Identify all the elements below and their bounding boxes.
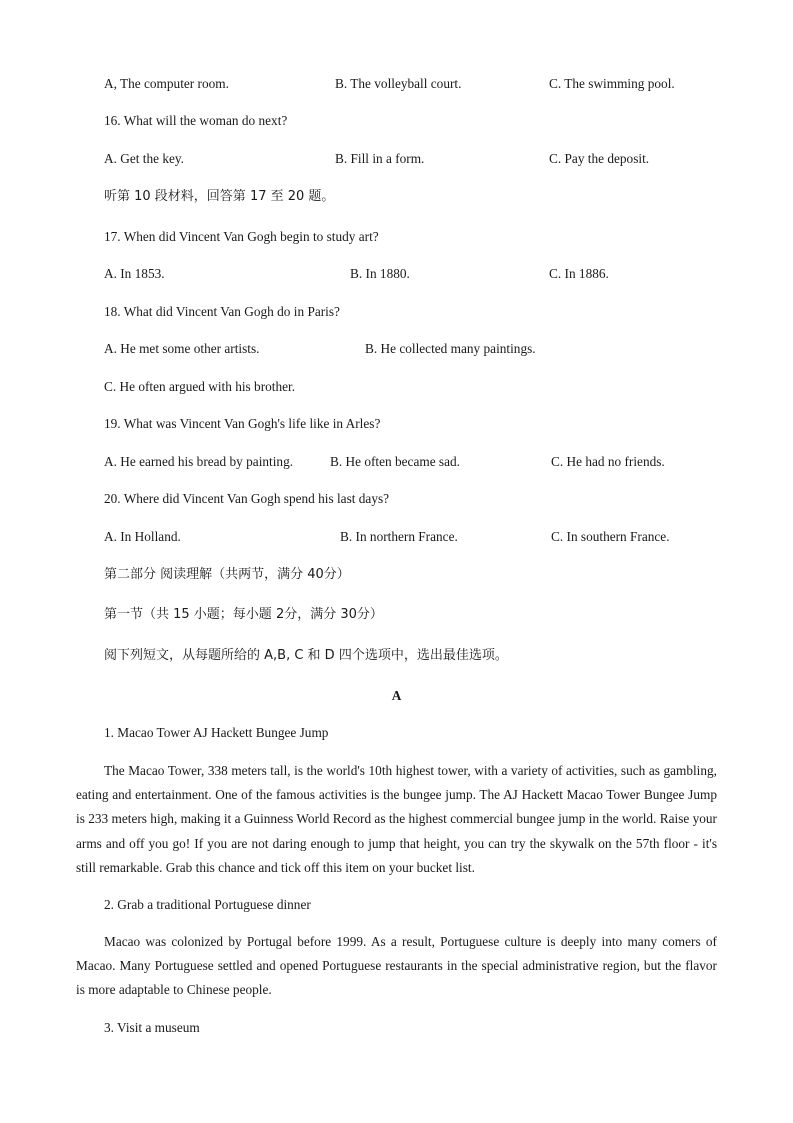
q20-option-c: C. In southern France.: [551, 529, 670, 544]
q19-option-c: C. He had no friends.: [551, 454, 665, 469]
q17-question: 17. When did Vincent Van Gogh begin to study art?: [104, 229, 379, 244]
q16-option-c: C. Pay the deposit.: [549, 151, 650, 166]
item1-title: 1. Macao Tower AJ Hackett Bungee Jump: [104, 725, 329, 740]
q18-option-a: A. He met some other artists.: [104, 341, 260, 356]
item2-body: Macao was colonized by Portugal before 1999. As a result, Portuguese culture is deeply into many comers of Macao. Many Portuguese settled and opened Portuguese restaurants in the special administrative region, but the flavor is more adaptable to Chinese people.: [76, 934, 717, 998]
q16-option-a: A. Get the key.: [104, 151, 185, 166]
q18-option-c: C. He often argued with his brother.: [104, 379, 296, 394]
item2-title: 2. Grab a traditional Portuguese dinner: [104, 897, 311, 912]
item1-body: The Macao Tower, 338 meters tall, is the world's 10th highest tower, with a variety of activities, such as gambling, eating and entertainment. One of the famous activities is the bungee jump. The AJ Hackett Macao Tower Bungee Jump is 233 meters high, making it a Guinness World Record as the highest commercial bungee jump in the world. Raise your arms and off you go! If you are not daring enough to jump that height, you can try the skywalk on the 57th floor - it's still remarkable. Grab this chance and tick off this item on your bucket list.: [76, 763, 717, 875]
q16-question: 16. What will the woman do next?: [104, 113, 288, 128]
q18-question: 18. What did Vincent Van Gogh do in Paris?: [104, 304, 340, 319]
q17-option-a: A. In 1853.: [104, 266, 165, 281]
q18-option-b: B. He collected many paintings.: [365, 341, 536, 356]
reading-instruction: 阅下列短文，从每题所给的 A,B, C 和 D 四个选项中，选出最佳选项。: [104, 648, 508, 663]
item3-title: 3. Visit a museum: [104, 1020, 200, 1035]
q20-option-b: B. In northern France.: [340, 529, 458, 544]
q16-option-b: B. Fill in a form.: [335, 151, 425, 166]
q19-option-b: B. He often became sad.: [330, 454, 460, 469]
q19-question: 19. What was Vincent Van Gogh's life like in Arles?: [104, 416, 381, 431]
q20-option-a: A. In Holland.: [104, 529, 181, 544]
part2-title: 第二部分 阅读理解（共两节，满分 40分）: [104, 567, 350, 582]
section10-instruction: 听第 10 段材料，回答第 17 至 20 题。: [104, 189, 335, 204]
passage-label: A: [391, 688, 402, 703]
q15-option-b: B. The volleyball court.: [335, 76, 462, 91]
q19-option-a: A. He earned his bread by painting.: [104, 454, 294, 469]
section1-title: 第一节（共 15 小题；每小题 2分，满分 30分）: [104, 607, 383, 622]
q15-option-c: C. The swimming pool.: [549, 76, 675, 91]
q15-option-a: A, The computer room.: [104, 76, 229, 91]
q20-question: 20. Where did Vincent Van Gogh spend his last days?: [104, 491, 390, 506]
q17-option-c: C. In 1886.: [549, 266, 609, 281]
q17-option-b: B. In 1880.: [350, 266, 410, 281]
